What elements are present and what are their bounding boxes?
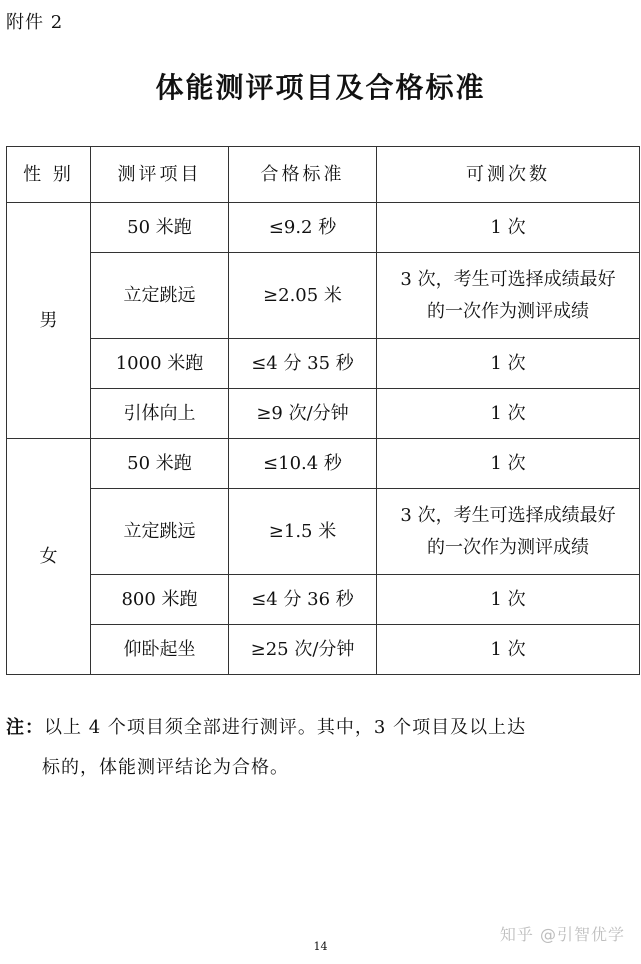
footnote-line-1 [6, 708, 606, 748]
footnote-text-1: 以上 4 个项目须全部进行测评。其中，3 个项目及以上达 [44, 717, 527, 738]
item-cell: 仰卧起坐 [91, 625, 229, 675]
times-cell [377, 489, 640, 575]
times-cell: 1 次 [377, 575, 640, 625]
times-line: 3 次，考生可选择成绩最好 [400, 504, 616, 526]
footnote-lead: 注： [6, 717, 44, 738]
times-cell: 1 次 [377, 439, 640, 489]
table-row [7, 203, 640, 253]
standard-cell: ≤4 分 35 秒 [229, 339, 377, 389]
table-header-row [7, 147, 640, 203]
footnote-line-2: 标的，体能测评结论为合格。 [42, 757, 289, 778]
times-cell: 1 次 [377, 625, 640, 675]
item-cell: 引体向上 [91, 389, 229, 439]
table-row [7, 389, 640, 439]
item-cell: 50 米跑 [91, 203, 229, 253]
table-row [7, 625, 640, 675]
page-title: 体能测评项目及合格标准 [155, 71, 486, 104]
table-row [7, 339, 640, 389]
standard-cell: ≥2.05 米 [229, 253, 377, 339]
item-cell: 50 米跑 [91, 439, 229, 489]
standard-cell: ≥1.5 米 [229, 489, 377, 575]
item-cell: 800 米跑 [91, 575, 229, 625]
header-gender: 性 别 [7, 147, 91, 203]
times-line: 3 次，考生可选择成绩最好 [400, 268, 616, 290]
header-standard: 合格标准 [229, 147, 377, 203]
times-cell: 1 次 [377, 339, 640, 389]
attachment-label: 附件 2 [6, 12, 64, 33]
standard-cell: ≤10.4 秒 [229, 439, 377, 489]
times-line: 的一次作为测评成绩 [427, 300, 589, 322]
item-cell: 立定跳远 [91, 253, 229, 339]
standard-cell: ≤9.2 秒 [229, 203, 377, 253]
item-cell: 立定跳远 [91, 489, 229, 575]
item-cell: 1000 米跑 [91, 339, 229, 389]
times-cell [377, 253, 640, 339]
table-row [7, 253, 640, 339]
times-cell: 1 次 [377, 203, 640, 253]
table-row [7, 489, 640, 575]
standard-cell: ≥25 次/分钟 [229, 625, 377, 675]
standard-cell: ≤4 分 36 秒 [229, 575, 377, 625]
header-item: 测评项目 [91, 147, 229, 203]
gender-cell-male: 男 [7, 203, 91, 439]
gender-cell-female: 女 [7, 439, 91, 675]
table-row [7, 439, 640, 489]
table-row [7, 575, 640, 625]
times-line: 的一次作为测评成绩 [427, 536, 589, 558]
watermark: 知乎 @引智优学 [499, 925, 625, 944]
standards-table [6, 146, 640, 675]
standard-cell: ≥9 次/分钟 [229, 389, 377, 439]
footnote [6, 708, 606, 788]
times-cell: 1 次 [377, 389, 640, 439]
header-times: 可测次数 [377, 147, 640, 203]
page-number: 14 [313, 940, 328, 953]
